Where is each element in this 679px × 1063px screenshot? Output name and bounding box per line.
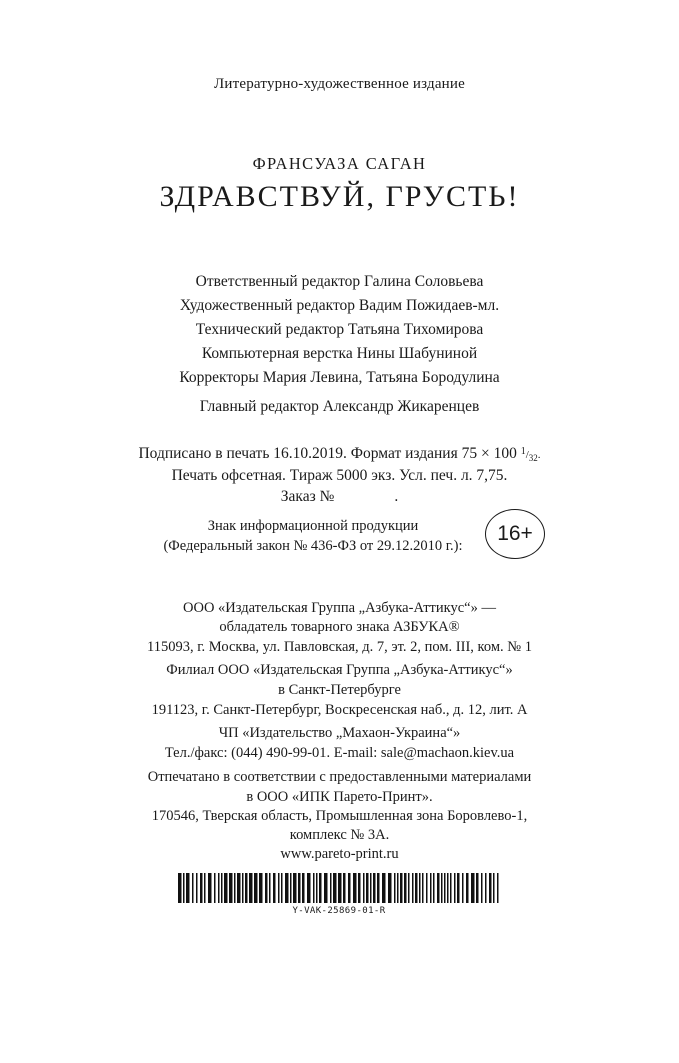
barcode-bar [242, 873, 244, 903]
barcode-bar [273, 873, 276, 903]
ukraine-publisher: ЧП «Издательство „Махаон-Украина“» [218, 725, 461, 741]
barcode-bar [290, 873, 292, 903]
barcode-bar [462, 873, 464, 903]
barcode-bar [471, 873, 475, 903]
barcode [178, 873, 500, 905]
author-name: ФРАНСУАЗА САГАН [252, 154, 427, 173]
barcode-bar [221, 873, 223, 903]
barcode-bar [404, 873, 407, 903]
printer-website: www.pareto-print.ru [280, 846, 399, 862]
barcode-bar [214, 873, 216, 903]
info-sign-label: Знак информационной продукции [207, 518, 419, 534]
barcode-bar [377, 873, 380, 903]
credit-proofreaders: Корректоры Мария Левина, Татьяна Бородулина [179, 369, 500, 386]
barcode-bar [281, 873, 283, 903]
barcode-bar [269, 873, 271, 903]
barcode-bar [457, 873, 460, 903]
barcode-bar [422, 873, 424, 903]
credit-responsible-editor: Ответственный редактор Галина Соловьева [195, 273, 484, 290]
barcode-bar [363, 873, 365, 903]
barcode-bar [218, 873, 220, 903]
barcode-bar [412, 873, 414, 903]
format-denominator: 32 [528, 453, 538, 463]
barcode-bar [430, 873, 432, 903]
barcode-bar [481, 873, 483, 903]
barcode-bar [419, 873, 421, 903]
imprint-order [0, 488, 679, 506]
credit-layout: Компьютерная верстка Нины Шабуниной [201, 345, 478, 362]
format-numerator: 1 [520, 446, 526, 457]
format-end: . [537, 449, 541, 461]
barcode-bar [229, 873, 233, 903]
barcode-bar [437, 873, 440, 903]
barcode-bar [466, 873, 469, 903]
barcode-bar [366, 873, 369, 903]
barcode-bar [330, 873, 332, 903]
barcode-bar [415, 873, 418, 903]
publisher-address: 115093, г. Москва, ул. Павловская, д. 7, эт. 2, пом. III, ком. № 1 [147, 639, 532, 655]
barcode-bar [186, 873, 190, 903]
barcode-bar [397, 873, 399, 903]
barcode-bar [353, 873, 357, 903]
chief-editor: Главный редактор Александр Жикаренцев [199, 398, 480, 415]
barcode-bar [237, 873, 241, 903]
barcode-bar [259, 873, 263, 903]
barcode-bar [382, 873, 386, 903]
barcode-bar [358, 873, 361, 903]
barcode-bar [249, 873, 253, 903]
format-fraction [520, 446, 541, 463]
barcode-bar [302, 873, 305, 903]
publisher-line-2: обладатель товарного знака АЗБУКА® [219, 619, 460, 635]
credit-art-editor: Художественный редактор Вадим Пожидаев-мл. [179, 297, 500, 314]
barcode-bar [388, 873, 392, 903]
barcode-bar [234, 873, 236, 903]
age-rating-badge [485, 509, 545, 559]
barcode-bar [293, 873, 297, 903]
age-rating-text: 16+ [497, 522, 533, 545]
branch-line-1: Филиал ООО «Издательская Группа „Азбука-Аттикус“» [166, 662, 513, 678]
barcode-bar [192, 873, 194, 903]
barcode-bar [196, 873, 198, 903]
barcode-bar [485, 873, 487, 903]
barcode-bar [298, 873, 301, 903]
publisher-line-1: ООО «Издательская Группа „Азбука-Аттикус“» — [183, 600, 496, 616]
barcode-bar [278, 873, 280, 903]
info-sign-law: (Федеральный закон № 436-ФЗ от 29.12.2010 г.): [163, 538, 463, 554]
barcode-bar [183, 873, 185, 903]
barcode-bar [333, 873, 337, 903]
imprint-print-run: Печать офсетная. Тираж 5000 экз. Усл. печ. л. 7,75. [171, 467, 508, 484]
barcode-code: Y-VAK-25869-01-R [292, 906, 386, 916]
order-end: . [394, 488, 399, 505]
barcode-bar [394, 873, 396, 903]
printer-line-2: в ООО «ИПК Парето-Принт». [246, 789, 433, 805]
barcode-bar [338, 873, 342, 903]
barcode-bar [319, 873, 322, 903]
barcode-bar [224, 873, 228, 903]
barcode-bar [373, 873, 376, 903]
barcode-bar [447, 873, 449, 903]
barcode-bar [489, 873, 492, 903]
barcode-bar [426, 873, 428, 903]
barcode-bar [313, 873, 315, 903]
barcode-bar [178, 873, 182, 903]
barcode-bar [400, 873, 403, 903]
barcode-bar [454, 873, 456, 903]
ukraine-contacts: Тел./факс: (044) 490-99-01. E-mail: sale@machaon.kiev.ua [164, 745, 515, 761]
barcode-bar [285, 873, 289, 903]
barcode-bar [324, 873, 328, 903]
barcode-bar [265, 873, 268, 903]
barcode-bar [343, 873, 346, 903]
barcode-bar [307, 873, 311, 903]
barcode-bar [493, 873, 495, 903]
barcode-bar [200, 873, 203, 903]
format-separator: / [525, 449, 529, 461]
barcode-bar [450, 873, 452, 903]
branch-address: 191123, г. Санкт-Петербург, Воскресенская наб., д. 12, лит. А [151, 702, 528, 718]
barcode-bar [370, 873, 372, 903]
barcode-bar [441, 873, 443, 903]
order-label: Заказ № [280, 488, 335, 505]
barcode-bar [408, 873, 410, 903]
credit-technical-editor: Технический редактор Татьяна Тихомирова [195, 321, 484, 338]
barcode-bar [433, 873, 435, 903]
imprint-signed-format [0, 445, 679, 463]
printer-address: 170546, Тверская область, Промышленная зона Боровлево-1, [151, 808, 528, 824]
barcode-bar [254, 873, 258, 903]
printer-address-2: комплекс № 3А. [289, 827, 390, 843]
edition-type: Литературно-художественное издание [214, 76, 465, 92]
barcode-bar [476, 873, 479, 903]
barcode-bar [204, 873, 206, 903]
barcode-bar [497, 873, 499, 903]
branch-line-2: в Санкт-Петербурге [278, 682, 401, 698]
imprint-format-text: Подписано в печать 16.10.2019. Формат издания 75 × 100 [138, 445, 517, 462]
barcode-bar [208, 873, 212, 903]
barcode-bar [245, 873, 248, 903]
barcode-bar [348, 873, 351, 903]
barcode-bar [444, 873, 446, 903]
book-title: ЗДРАВСТВУЙ, ГРУСТЬ! [159, 180, 520, 213]
barcode-bar [316, 873, 318, 903]
printer-line-1: Отпечатано в соответствии с предоставленными материалами [147, 769, 532, 785]
